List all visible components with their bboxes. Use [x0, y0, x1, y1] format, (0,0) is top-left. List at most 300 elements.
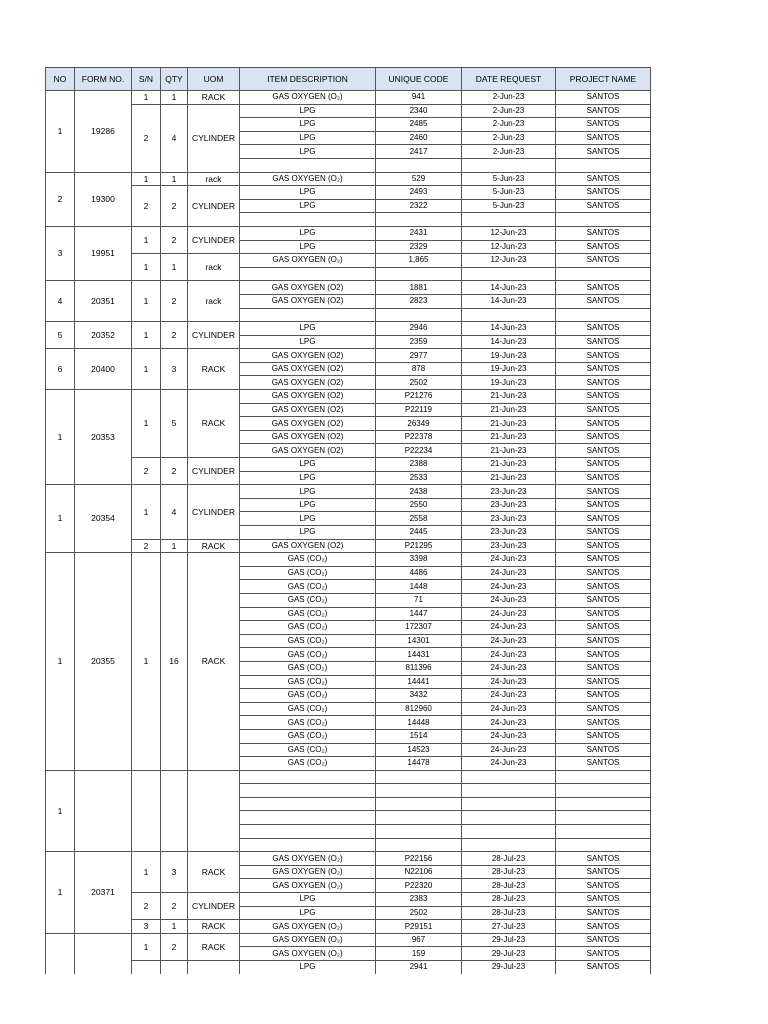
- cell-project-name: SANTOS: [556, 947, 651, 961]
- cell-date-request: 19-Jun-23: [462, 349, 556, 363]
- cell-unique-code: 2431: [376, 226, 462, 240]
- cell-unique-code: 2438: [376, 485, 462, 499]
- cell-project-name: SANTOS: [556, 566, 651, 580]
- cell-date-request: 24-Jun-23: [462, 661, 556, 675]
- cell-sn: 1: [132, 254, 161, 281]
- table-row: [46, 458, 651, 472]
- cell-sn: 1: [132, 322, 161, 349]
- cell-unique-code: 14441: [376, 675, 462, 689]
- cell-item-description: LPG: [240, 961, 376, 974]
- cell-unique-code: 967: [376, 933, 462, 947]
- cell-project-name: SANTOS: [556, 186, 651, 200]
- cell-unique-code: 4486: [376, 566, 462, 580]
- cell-unique-code: 811396: [376, 661, 462, 675]
- cell-date-request: 2-Jun-23: [462, 131, 556, 145]
- cell-unique-code: [376, 838, 462, 852]
- cell-item-description: LPG: [240, 471, 376, 485]
- table-row: [46, 322, 651, 336]
- cell-project-name: SANTOS: [556, 294, 651, 308]
- cell-item-description: LPG: [240, 485, 376, 499]
- cell-item-description: LPG: [240, 512, 376, 526]
- cell-sn: 1: [132, 852, 161, 893]
- cell-unique-code: [376, 811, 462, 825]
- cell-item-description: GAS OXYGEN (O2): [240, 539, 376, 553]
- cell-uom: rack: [188, 254, 240, 281]
- cell-uom: RACK: [188, 920, 240, 934]
- cell-item-description: GAS OXYGEN (O₂): [240, 852, 376, 866]
- cell-item-description: GAS OXYGEN (O2): [240, 362, 376, 376]
- cell-item-description: GAS OXYGEN (O2): [240, 349, 376, 363]
- cell-item-description: GAS (CO₂): [240, 716, 376, 730]
- cell-date-request: 28-Jul-23: [462, 893, 556, 907]
- cell-item-description: GAS (CO₂): [240, 702, 376, 716]
- cell-unique-code: 1514: [376, 729, 462, 743]
- cell-date-request: 23-Jun-23: [462, 526, 556, 540]
- table-row: [46, 539, 651, 553]
- cell-date-request: [462, 213, 556, 227]
- cell-date-request: [462, 308, 556, 322]
- cell-uom: RACK: [188, 852, 240, 893]
- cell-qty: 1: [161, 920, 188, 934]
- cell-qty: 4: [161, 485, 188, 539]
- cell-unique-code: 2383: [376, 893, 462, 907]
- cell-project-name: SANTOS: [556, 580, 651, 594]
- cell-sn: 2: [132, 458, 161, 485]
- table-row: [46, 91, 651, 105]
- cell-form-no: 19951: [75, 226, 132, 280]
- cell-uom: CYLINDER: [188, 485, 240, 539]
- cell-date-request: 24-Jun-23: [462, 634, 556, 648]
- cell-qty: 16: [161, 553, 188, 771]
- table-row: [46, 104, 651, 118]
- cell-item-description: LPG: [240, 131, 376, 145]
- cell-date-request: 24-Jun-23: [462, 648, 556, 662]
- cell-date-request: 21-Jun-23: [462, 444, 556, 458]
- cell-qty: 3: [161, 852, 188, 893]
- cell-date-request: 14-Jun-23: [462, 294, 556, 308]
- cell-sn: 2: [132, 186, 161, 227]
- cell-no: 6: [46, 349, 75, 390]
- cell-project-name: SANTOS: [556, 91, 651, 105]
- cell-item-description: LPG: [240, 226, 376, 240]
- header-row: [46, 68, 651, 91]
- cell-unique-code: 2460: [376, 131, 462, 145]
- table-row: [46, 186, 651, 200]
- cell-item-description: GAS OXYGEN (O₂): [240, 91, 376, 105]
- cell-project-name: SANTOS: [556, 254, 651, 268]
- cell-unique-code: 2558: [376, 512, 462, 526]
- cell-project-name: SANTOS: [556, 621, 651, 635]
- cell-item-description: LPG: [240, 906, 376, 920]
- cell-project-name: SANTOS: [556, 376, 651, 390]
- cell-unique-code: P29151: [376, 920, 462, 934]
- cell-qty: 2: [161, 226, 188, 253]
- cell-date-request: [462, 797, 556, 811]
- cell-unique-code: 3432: [376, 689, 462, 703]
- cell-qty: 2: [161, 322, 188, 349]
- cell-project-name: SANTOS: [556, 702, 651, 716]
- cell-date-request: 21-Jun-23: [462, 390, 556, 404]
- cell-form-no: 20355: [75, 553, 132, 771]
- cell-item-description: GAS (CO₂): [240, 621, 376, 635]
- cell-unique-code: 2550: [376, 498, 462, 512]
- cell-qty: 5: [161, 390, 188, 458]
- cell-project-name: [556, 158, 651, 172]
- cell-qty: 1: [161, 172, 188, 186]
- cell-uom: [188, 961, 240, 974]
- cell-project-name: SANTOS: [556, 593, 651, 607]
- cell-uom: CYLINDER: [188, 226, 240, 253]
- cell-date-request: 5-Jun-23: [462, 186, 556, 200]
- cell-uom: CYLINDER: [188, 186, 240, 227]
- table-row: [46, 390, 651, 404]
- cell-item-description: LPG: [240, 458, 376, 472]
- cell-item-description: GAS OXYGEN (O₂): [240, 865, 376, 879]
- cell-unique-code: 26349: [376, 417, 462, 431]
- cell-unique-code: [376, 825, 462, 839]
- cell-uom: rack: [188, 281, 240, 322]
- header-unique-code: UNIQUE CODE: [376, 68, 462, 91]
- cell-form-no: [75, 770, 132, 852]
- cell-date-request: 27-Jul-23: [462, 920, 556, 934]
- cell-date-request: 28-Jul-23: [462, 865, 556, 879]
- cell-sn: 1: [132, 91, 161, 105]
- cell-project-name: [556, 811, 651, 825]
- table-row: [46, 770, 651, 784]
- cell-project-name: SANTOS: [556, 906, 651, 920]
- cell-form-no: 19286: [75, 91, 132, 173]
- cell-unique-code: 14431: [376, 648, 462, 662]
- cell-item-description: GAS OXYGEN (O2): [240, 376, 376, 390]
- header-no: NO: [46, 68, 75, 91]
- cell-no: 1: [46, 553, 75, 771]
- cell-form-no: 20351: [75, 281, 132, 322]
- cell-date-request: 2-Jun-23: [462, 91, 556, 105]
- cell-date-request: 23-Jun-23: [462, 485, 556, 499]
- cell-item-description: [240, 784, 376, 798]
- cell-unique-code: 14523: [376, 743, 462, 757]
- cell-project-name: SANTOS: [556, 458, 651, 472]
- table-row: [46, 172, 651, 186]
- cell-date-request: 21-Jun-23: [462, 471, 556, 485]
- cell-unique-code: [376, 770, 462, 784]
- cell-form-no: 20400: [75, 349, 132, 390]
- inventory-table: [45, 67, 651, 974]
- cell-date-request: 24-Jun-23: [462, 621, 556, 635]
- cell-date-request: [462, 770, 556, 784]
- cell-project-name: SANTOS: [556, 390, 651, 404]
- cell-date-request: 2-Jun-23: [462, 104, 556, 118]
- cell-unique-code: 2502: [376, 376, 462, 390]
- cell-date-request: 21-Jun-23: [462, 403, 556, 417]
- cell-qty: 2: [161, 458, 188, 485]
- cell-date-request: 29-Jul-23: [462, 933, 556, 947]
- cell-project-name: SANTOS: [556, 512, 651, 526]
- cell-qty: 2: [161, 893, 188, 920]
- cell-project-name: SANTOS: [556, 553, 651, 567]
- cell-unique-code: [376, 797, 462, 811]
- cell-sn: 1: [132, 226, 161, 253]
- cell-date-request: 24-Jun-23: [462, 689, 556, 703]
- cell-form-no: 20371: [75, 852, 132, 934]
- cell-uom: RACK: [188, 933, 240, 960]
- cell-unique-code: P22234: [376, 444, 462, 458]
- cell-uom: rack: [188, 172, 240, 186]
- cell-form-no: [75, 933, 132, 973]
- cell-unique-code: 2445: [376, 526, 462, 540]
- cell-project-name: SANTOS: [556, 933, 651, 947]
- cell-project-name: SANTOS: [556, 240, 651, 254]
- cell-item-description: GAS OXYGEN (O2): [240, 294, 376, 308]
- cell-item-description: GAS OXYGEN (O2): [240, 390, 376, 404]
- cell-unique-code: 1,865: [376, 254, 462, 268]
- cell-unique-code: [376, 158, 462, 172]
- cell-item-description: [240, 308, 376, 322]
- cell-item-description: [240, 267, 376, 281]
- cell-project-name: SANTOS: [556, 879, 651, 893]
- cell-item-description: [240, 825, 376, 839]
- cell-date-request: 19-Jun-23: [462, 376, 556, 390]
- cell-qty: 3: [161, 349, 188, 390]
- cell-unique-code: 1881: [376, 281, 462, 295]
- cell-date-request: 23-Jun-23: [462, 498, 556, 512]
- header-project-name: PROJECT NAME: [556, 68, 651, 91]
- cell-no: [46, 933, 75, 973]
- cell-sn: 2: [132, 539, 161, 553]
- cell-unique-code: 172307: [376, 621, 462, 635]
- cell-item-description: LPG: [240, 118, 376, 132]
- cell-date-request: 24-Jun-23: [462, 566, 556, 580]
- cell-item-description: LPG: [240, 526, 376, 540]
- cell-sn: [132, 961, 161, 974]
- cell-unique-code: P21276: [376, 390, 462, 404]
- cell-unique-code: [376, 267, 462, 281]
- cell-unique-code: 2823: [376, 294, 462, 308]
- cell-unique-code: 2493: [376, 186, 462, 200]
- cell-item-description: [240, 811, 376, 825]
- cell-item-description: LPG: [240, 335, 376, 349]
- cell-qty: 1: [161, 539, 188, 553]
- table-row: [46, 920, 651, 934]
- cell-sn: 3: [132, 920, 161, 934]
- cell-item-description: LPG: [240, 322, 376, 336]
- cell-date-request: 24-Jun-23: [462, 675, 556, 689]
- cell-project-name: SANTOS: [556, 757, 651, 771]
- cell-unique-code: 2533: [376, 471, 462, 485]
- cell-no: 4: [46, 281, 75, 322]
- cell-project-name: SANTOS: [556, 743, 651, 757]
- cell-unique-code: 2340: [376, 104, 462, 118]
- cell-project-name: [556, 308, 651, 322]
- cell-project-name: SANTOS: [556, 485, 651, 499]
- cell-project-name: SANTOS: [556, 417, 651, 431]
- cell-no: 1: [46, 91, 75, 173]
- cell-item-description: [240, 797, 376, 811]
- cell-project-name: SANTOS: [556, 648, 651, 662]
- cell-unique-code: 2388: [376, 458, 462, 472]
- table-row: [46, 254, 651, 268]
- cell-no: 5: [46, 322, 75, 349]
- cell-unique-code: 14301: [376, 634, 462, 648]
- cell-item-description: GAS OXYGEN (O2): [240, 430, 376, 444]
- cell-date-request: 12-Jun-23: [462, 240, 556, 254]
- cell-project-name: [556, 784, 651, 798]
- cell-uom: CYLINDER: [188, 458, 240, 485]
- cell-unique-code: 878: [376, 362, 462, 376]
- cell-no: 1: [46, 485, 75, 553]
- cell-qty: [161, 770, 188, 852]
- table-row: [46, 961, 651, 974]
- cell-project-name: SANTOS: [556, 689, 651, 703]
- cell-item-description: [240, 158, 376, 172]
- cell-project-name: SANTOS: [556, 335, 651, 349]
- header-form-no: FORM NO.: [75, 68, 132, 91]
- cell-project-name: SANTOS: [556, 865, 651, 879]
- cell-item-description: GAS (CO₂): [240, 757, 376, 771]
- cell-project-name: SANTOS: [556, 403, 651, 417]
- cell-item-description: GAS OXYGEN (O₂): [240, 947, 376, 961]
- table-row: [46, 281, 651, 295]
- cell-item-description: GAS OXYGEN (O₂): [240, 920, 376, 934]
- cell-item-description: GAS (CO₂): [240, 566, 376, 580]
- cell-unique-code: 14478: [376, 757, 462, 771]
- cell-no: 1: [46, 852, 75, 934]
- cell-uom: CYLINDER: [188, 322, 240, 349]
- table-row: [46, 933, 651, 947]
- cell-unique-code: P22320: [376, 879, 462, 893]
- cell-item-description: LPG: [240, 186, 376, 200]
- cell-uom: CYLINDER: [188, 104, 240, 172]
- cell-project-name: SANTOS: [556, 118, 651, 132]
- cell-item-description: GAS OXYGEN (O2): [240, 417, 376, 431]
- cell-item-description: [240, 770, 376, 784]
- cell-item-description: GAS (CO₂): [240, 661, 376, 675]
- cell-project-name: SANTOS: [556, 607, 651, 621]
- cell-date-request: 23-Jun-23: [462, 539, 556, 553]
- header-sn: S/N: [132, 68, 161, 91]
- cell-item-description: LPG: [240, 104, 376, 118]
- cell-date-request: 2-Jun-23: [462, 118, 556, 132]
- cell-project-name: [556, 213, 651, 227]
- cell-project-name: SANTOS: [556, 349, 651, 363]
- cell-qty: [161, 961, 188, 974]
- cell-project-name: SANTOS: [556, 539, 651, 553]
- header-uom: UOM: [188, 68, 240, 91]
- cell-uom: [188, 770, 240, 852]
- cell-project-name: SANTOS: [556, 104, 651, 118]
- table-row: [46, 852, 651, 866]
- cell-uom: CYLINDER: [188, 893, 240, 920]
- cell-unique-code: P21295: [376, 539, 462, 553]
- cell-item-description: [240, 213, 376, 227]
- cell-unique-code: 2941: [376, 961, 462, 974]
- cell-unique-code: N22106: [376, 865, 462, 879]
- cell-qty: 1: [161, 91, 188, 105]
- table-row: [46, 226, 651, 240]
- cell-date-request: 19-Jun-23: [462, 362, 556, 376]
- cell-project-name: SANTOS: [556, 131, 651, 145]
- cell-item-description: LPG: [240, 240, 376, 254]
- cell-date-request: 29-Jul-23: [462, 961, 556, 974]
- cell-form-no: 20354: [75, 485, 132, 553]
- header-date-request: DATE REQUEST: [462, 68, 556, 91]
- cell-unique-code: [376, 308, 462, 322]
- cell-item-description: GAS (CO₂): [240, 580, 376, 594]
- table-body: [46, 91, 651, 974]
- cell-date-request: [462, 825, 556, 839]
- cell-form-no: 20353: [75, 390, 132, 485]
- cell-project-name: SANTOS: [556, 226, 651, 240]
- cell-date-request: [462, 811, 556, 825]
- cell-item-description: GAS (CO₂): [240, 634, 376, 648]
- cell-no: 1: [46, 390, 75, 485]
- cell-sn: 1: [132, 281, 161, 322]
- cell-date-request: 24-Jun-23: [462, 729, 556, 743]
- cell-date-request: 28-Jul-23: [462, 852, 556, 866]
- cell-project-name: SANTOS: [556, 322, 651, 336]
- cell-unique-code: [376, 784, 462, 798]
- cell-uom: RACK: [188, 390, 240, 458]
- cell-unique-code: 159: [376, 947, 462, 961]
- cell-qty: 2: [161, 281, 188, 322]
- cell-item-description: GAS OXYGEN (O2): [240, 403, 376, 417]
- cell-qty: 4: [161, 104, 188, 172]
- cell-date-request: 24-Jun-23: [462, 702, 556, 716]
- header-qty: QTY: [161, 68, 188, 91]
- cell-item-description: GAS OXYGEN (O₂): [240, 172, 376, 186]
- cell-project-name: SANTOS: [556, 675, 651, 689]
- cell-date-request: 14-Jun-23: [462, 281, 556, 295]
- cell-item-description: GAS (CO₂): [240, 553, 376, 567]
- cell-sn: 2: [132, 893, 161, 920]
- cell-project-name: SANTOS: [556, 961, 651, 974]
- cell-item-description: LPG: [240, 145, 376, 159]
- cell-unique-code: 941: [376, 91, 462, 105]
- cell-project-name: [556, 825, 651, 839]
- cell-project-name: SANTOS: [556, 362, 651, 376]
- cell-project-name: [556, 770, 651, 784]
- cell-project-name: SANTOS: [556, 729, 651, 743]
- cell-qty: 1: [161, 254, 188, 281]
- cell-unique-code: 812960: [376, 702, 462, 716]
- cell-date-request: 5-Jun-23: [462, 172, 556, 186]
- cell-uom: RACK: [188, 553, 240, 771]
- cell-unique-code: 529: [376, 172, 462, 186]
- cell-date-request: [462, 158, 556, 172]
- cell-unique-code: 1448: [376, 580, 462, 594]
- table-row: [46, 485, 651, 499]
- cell-sn: 1: [132, 485, 161, 539]
- table-row: [46, 553, 651, 567]
- cell-date-request: 14-Jun-23: [462, 322, 556, 336]
- cell-project-name: SANTOS: [556, 145, 651, 159]
- cell-unique-code: 2485: [376, 118, 462, 132]
- cell-date-request: 14-Jun-23: [462, 335, 556, 349]
- cell-sn: 1: [132, 172, 161, 186]
- cell-project-name: SANTOS: [556, 281, 651, 295]
- cell-unique-code: P22378: [376, 430, 462, 444]
- cell-project-name: SANTOS: [556, 199, 651, 213]
- cell-date-request: 5-Jun-23: [462, 199, 556, 213]
- cell-project-name: SANTOS: [556, 471, 651, 485]
- cell-unique-code: 3398: [376, 553, 462, 567]
- cell-no: 2: [46, 172, 75, 226]
- cell-date-request: 24-Jun-23: [462, 580, 556, 594]
- cell-project-name: SANTOS: [556, 716, 651, 730]
- cell-date-request: 2-Jun-23: [462, 145, 556, 159]
- cell-unique-code: P22119: [376, 403, 462, 417]
- cell-uom: RACK: [188, 349, 240, 390]
